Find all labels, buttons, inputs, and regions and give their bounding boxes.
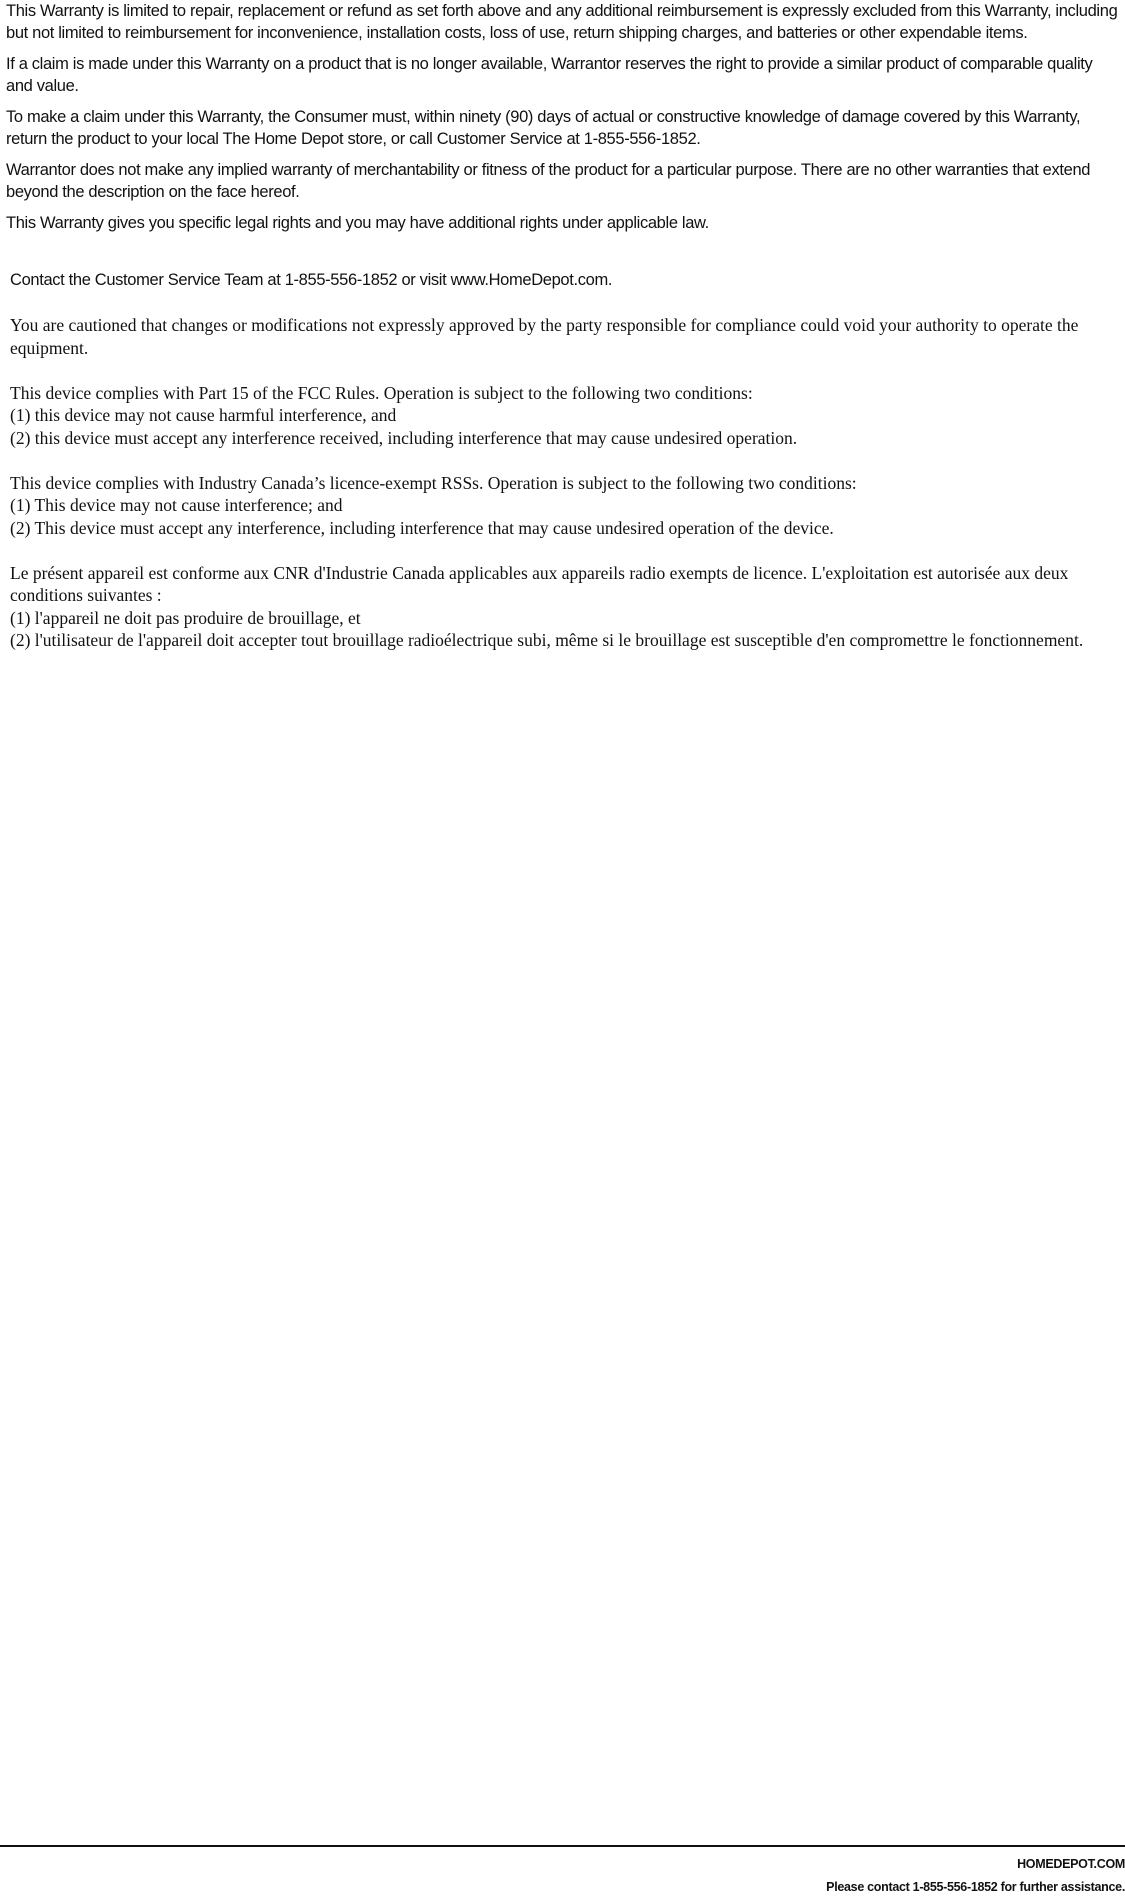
ic-english-condition-2: (2) This device must accept any interference, including interference that may cause undesired operation of the device.: [10, 517, 834, 538]
ic-english-condition-1: (1) This device may not cause interference; and: [10, 495, 343, 515]
ic-english-intro: This device complies with Industry Canada’s licence-exempt RSSs. Operation is subject to the following two conditions:: [10, 472, 857, 493]
fcc-part15-condition-2: (2) this device must accept any interference received, including interference that may cause undesired operation.: [10, 427, 798, 448]
ic-english-notice: [10, 472, 1090, 540]
fcc-part15-notice: [10, 382, 1090, 450]
warranty-paragraph-implied: Warrantor does not make any implied warranty of merchantability or fitness of the product for a particular purpose. There are no other warranties that extend beyond the description on the face hereof.: [6, 161, 1091, 201]
fcc-caution: You are cautioned that changes or modifications not expressly approved by the party responsible for compliance could void your authority to operate the equipment.: [10, 315, 1079, 358]
warranty-paragraph-claim: To make a claim under this Warranty, the Consumer must, within ninety (90) days of actual or constructive knowledge of damage covered by this Warranty, return the product to your local The Home Depot store, or call Customer Service at 1-855-556-1852.: [6, 108, 1081, 148]
fcc-part15-intro: This device complies with Part 15 of the FCC Rules. Operation is subject to the following two conditions:: [10, 382, 753, 403]
customer-service-contact: Contact the Customer Service Team at 1-855-556-1852 or visit www.HomeDepot.com.: [10, 271, 613, 289]
regulatory-notices: [10, 314, 1090, 674]
footer-assistance: Please contact 1-855-556-1852 for further assistance.: [826, 1880, 1125, 1894]
warranty-paragraph-rights: This Warranty gives you specific legal rights and you may have additional rights under applicable law.: [6, 214, 709, 232]
footer-divider: [0, 1845, 1125, 1847]
warranty-paragraph-limitation: This Warranty is limited to repair, replacement or refund as set forth above and any additional reimbursement is expressly excluded from this Warranty, including but not limited to reimbursement for inconvenience, installation costs, loss of use, return shipping charges, and batteries or other expendable items.: [6, 2, 1118, 42]
warranty-terms: [6, 0, 1120, 243]
footer-website: HOMEDEPOT.COM: [1017, 1857, 1125, 1871]
ic-french-condition-2: (2) l'utilisateur de l'appareil doit accepter tout brouillage radioélectrique subi, même si le brouillage est susceptible d'en compromettre le fonctionnement.: [10, 630, 1084, 650]
ic-french-notice: [10, 562, 1090, 652]
ic-french-condition-1: (1) l'appareil ne doit pas produire de brouillage, et: [10, 607, 361, 628]
ic-french-intro: Le présent appareil est conforme aux CNR d'Industrie Canada applicables aux appareils radio exempts de licence. L'exploitation est autorisée aux deux conditions suivantes :: [10, 562, 1069, 605]
warranty-paragraph-availability: If a claim is made under this Warranty on a product that is no longer available, Warrantor reserves the right to provide a similar product of comparable quality and value.: [6, 55, 1093, 95]
fcc-part15-condition-1: (1) this device may not cause harmful interference, and: [10, 405, 397, 425]
